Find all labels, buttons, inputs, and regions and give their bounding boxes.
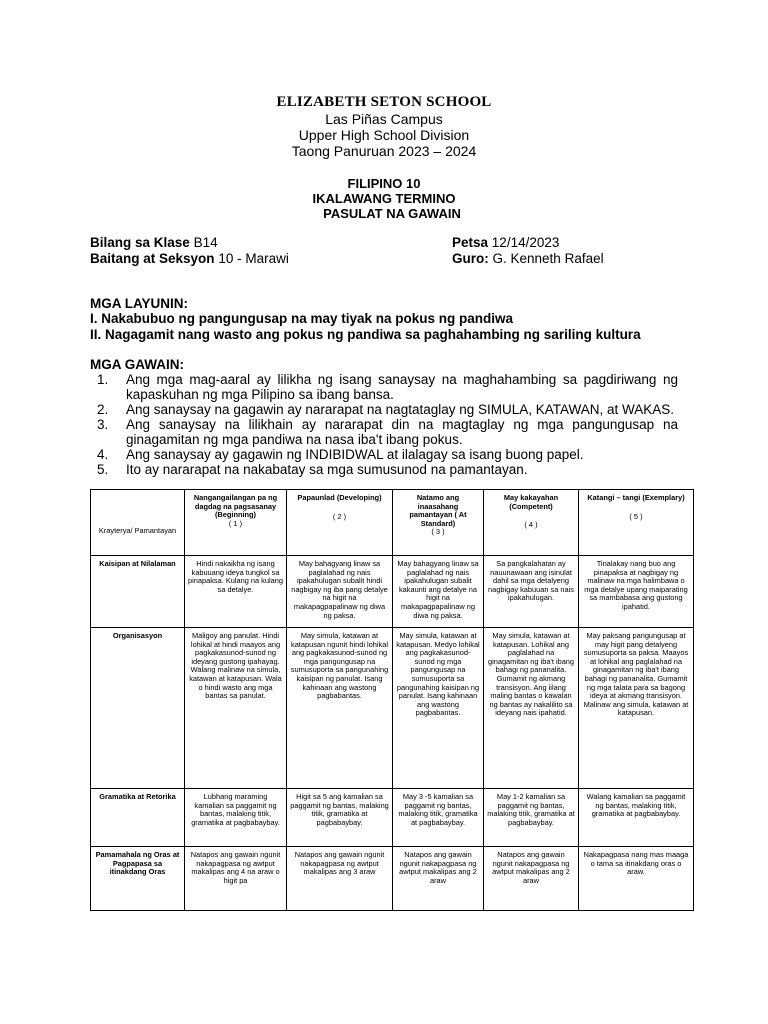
rubric-cell: May bahagyang linaw sa paglalahad ng nais ipakahulugan subalit hindi nagbigay ng iba pang detalye na higit na makapagpapalinaw ng diwa ng paksa. [287, 556, 393, 628]
rubric-cell: May simula, katawan at katapusan. Medyo lohikal ang pagkakasunod-sunod ng mga pangungusap na sumusuporta sa pangunahing kaisipan ng panulat. Isang kahinaan ang wastong pagbabantas. [393, 628, 484, 789]
section-value: 10 - Marawi [218, 251, 289, 266]
level-header-competent [484, 490, 579, 556]
rubric-cell: Nakapagpasa nang mas maaga o tama sa itinakdang oras o araw. [579, 847, 694, 911]
teacher-line [452, 251, 604, 266]
level-label: Papaunlad (Developing) [297, 493, 382, 502]
objectives-title: MGA LAYUNIN: [90, 296, 189, 311]
subject-name: FILIPINO 10 [347, 176, 421, 191]
level-number: ( 2 ) [332, 511, 347, 521]
rubric-table [90, 489, 694, 911]
task-item: 1. Ang mga mag-aaral ay lilikha ng isang sanaysay na maghahambing sa pagdiriwang ng kapaskuhan ng mga Pilipino sa ibang bansa. [112, 372, 678, 402]
level-label: May kakayahan (Competent) [503, 493, 559, 511]
rubric-cell: May bahagyang linaw sa paglalahad ng nais ipakahulugan subalit kakaunti ang detalye na higit na makapagpapalinaw ng diwa ng paksa. [393, 556, 484, 628]
rubric-cell: Natapos ang gawain ngunit nakapagpasa ng awtput makalipas ang 2 araw [484, 847, 579, 911]
section-line [90, 251, 289, 266]
school-year: Taong Panuruan 2023 – 2024 [291, 143, 477, 159]
rubric-cell: Natapos ang gawain ngunit nakapagpasa ng awtput makalipas ang 4 na araw o higit pa [185, 847, 287, 911]
level-label: Katangi – tangi (Exemplary) [587, 493, 685, 502]
rubric-cell: Walang kamalian sa paggamit ng bantas, malaking titik, gramatika at pagbabaybay. [579, 789, 694, 847]
rubric-cell: Natapos ang gawain ngunit nakapagpasa ng awtput makalipas ang 3 araw [287, 847, 393, 911]
rubric-header-row [91, 490, 694, 556]
table-row [91, 789, 694, 847]
section-label: Baitang at Seksyon [90, 251, 215, 266]
teacher-value: G. Kenneth Rafael [492, 251, 604, 266]
class-number-value: B14 [193, 235, 218, 250]
level-header-at-standard [393, 490, 484, 556]
activity-title: PASULAT NA GAWAIN [323, 206, 461, 221]
rubric-cell: Lubhang maraming kamalian sa paggamit ng bantas, malaking titik, gramatika at pagbabaybay. [185, 789, 287, 847]
level-header-beginning [185, 490, 287, 556]
level-number: ( 1 ) [228, 518, 243, 528]
level-number: ( 5 ) [629, 511, 643, 521]
task-item: 2. Ang sanaysay na gagawin ay nararapat na nagtataglay ng SIMULA, KATAWAN, at WAKAS. [112, 402, 678, 417]
level-header-developing [287, 490, 393, 556]
task-item: 3. Ang sanaysay na lilikhain ay nararapat din na magtaglay ng mga pangungusap na ginagamitan ng mga pandiwa na nasa iba't ibang pokus. [112, 417, 678, 447]
table-row [91, 847, 694, 911]
objective-item: I. Nakabubuo ng pangungusap na may tiyak na pokus ng pandiwa [90, 311, 514, 326]
task-item: 4. Ang sanaysay ay gagawin ng INDIBIDWAL at ilalagay sa isang buong papel. [112, 447, 678, 462]
date-label: Petsa [452, 235, 489, 250]
rubric-cell: Higit sa 5 ang kamalian sa paggamit ng bantas, malaking titik, gramatika at pagbabaybay. [287, 789, 393, 847]
criterion-cell: Pamamahala ng Oras at Pagpapasa sa itinakdang Oras [91, 847, 185, 911]
level-header-exemplary [579, 490, 694, 556]
rubric-cell: Sa pangkalahatan ay nauunawaan ang isinulat dahil sa mga detalyeng nagbigay kabuuan sa nais ipakahulugan. [484, 556, 579, 628]
rubric-cell: May simula, katawan at katapusan. Lohikal ang paglalahad na ginagamitan ng iba't ibang bahagi ng pananalita. Gumamit ng akmang transisyon. Ang iilang maling bantas o kawalan ng bantas ay nakalilito sa ideyang nais ipahatid. [484, 628, 579, 789]
campus: Las Piñas Campus [325, 111, 443, 127]
level-label: Nangangailangan pa ng dagdag na pagsasanay (Beginning) [193, 493, 278, 520]
tasks-list [90, 372, 678, 477]
rubric-cell: Tinalakay nang buo ang pinapaksa at nagbigay ng malinaw na mga halimbawa o mga detalye upang maiparating sa mambabasa ang gustong ipahatid. [579, 556, 694, 628]
rubric-cell: May simula, katawan at katapusan ngunit hindi lohikal ang pagkakasunod-sunod ng mga pangungusap na sumusuporta sa pangunahing kaisipan ng panulat. Isang kahinaan ang wastong pagbabantas. [287, 628, 393, 789]
term: IKALAWANG TERMINO [312, 191, 456, 206]
tasks-title: MGA GAWAIN: [90, 357, 184, 372]
criterion-cell: Organisasyon [91, 628, 185, 789]
rubric-cell: May 3 -5 kamalian sa paggamit ng bantas, malaking titik, gramatika at pagbabaybay. [393, 789, 484, 847]
rubric-cell: Hindi nakaikha ng isang kabuuang ideya tungkol sa pinapaksa. Kulang na kulang sa detalye. [185, 556, 287, 628]
objective-item: II. Nagagamit nang wasto ang pokus ng pandiwa sa paghahambing ng sariling kultura [90, 327, 641, 342]
criterion-cell: Gramatika at Retorika [91, 789, 185, 847]
class-number-label: Bilang sa Klase [90, 235, 190, 250]
criteria-header: Krayterya/ Pamantayan [91, 490, 185, 556]
rubric-cell: Natapos ang gawain ngunit nakapagpasa ng awtput makalipas ang 2 araw [393, 847, 484, 911]
rubric-cell: May 1-2 kamalian sa paggamit ng bantas, malaking titik, gramatika at pagbabaybay. [484, 789, 579, 847]
division: Upper High School Division [298, 127, 470, 143]
rubric-cell: Maligoy ang panulat. Hindi lohikal at hindi maayos ang pagkakasunod-sunod ng ideyang gustong ipahayag. Walang malinaw na simula, katawan at katapusan. Wala o hindi wasto ang mga bantas sa panulat. [185, 628, 287, 789]
criterion-cell: Kaisipan at Nilalaman [91, 556, 185, 628]
class-number-line [90, 235, 218, 250]
level-label: Natamo ang inaasahang pamantayan ( At Standard) [409, 493, 467, 528]
table-row [91, 556, 694, 628]
level-number: ( 3 ) [431, 527, 445, 537]
level-number: ( 4 ) [524, 520, 538, 530]
teacher-label: Guro: [452, 251, 489, 266]
table-row [91, 628, 694, 789]
rubric-cell: May paksang pangungusap at may higit pang detalyeng sumusuporta sa paksa. Maayos at lohikal ang paglalahad na ginagamitan ng iba't ibang bahagi ng pananalita. Gumamit ng mga talata para sa bagong ideya at akmang transisyon. Malinaw ang simula, katawan at katapusan. [579, 628, 694, 789]
task-item: 5. Ito ay nararapat na nakabatay sa mga sumusunod na pamantayan. [112, 462, 678, 477]
date-value: 12/14/2023 [491, 235, 560, 250]
school-name: ELIZABETH SETON SCHOOL [276, 94, 492, 110]
date-line [452, 235, 559, 250]
